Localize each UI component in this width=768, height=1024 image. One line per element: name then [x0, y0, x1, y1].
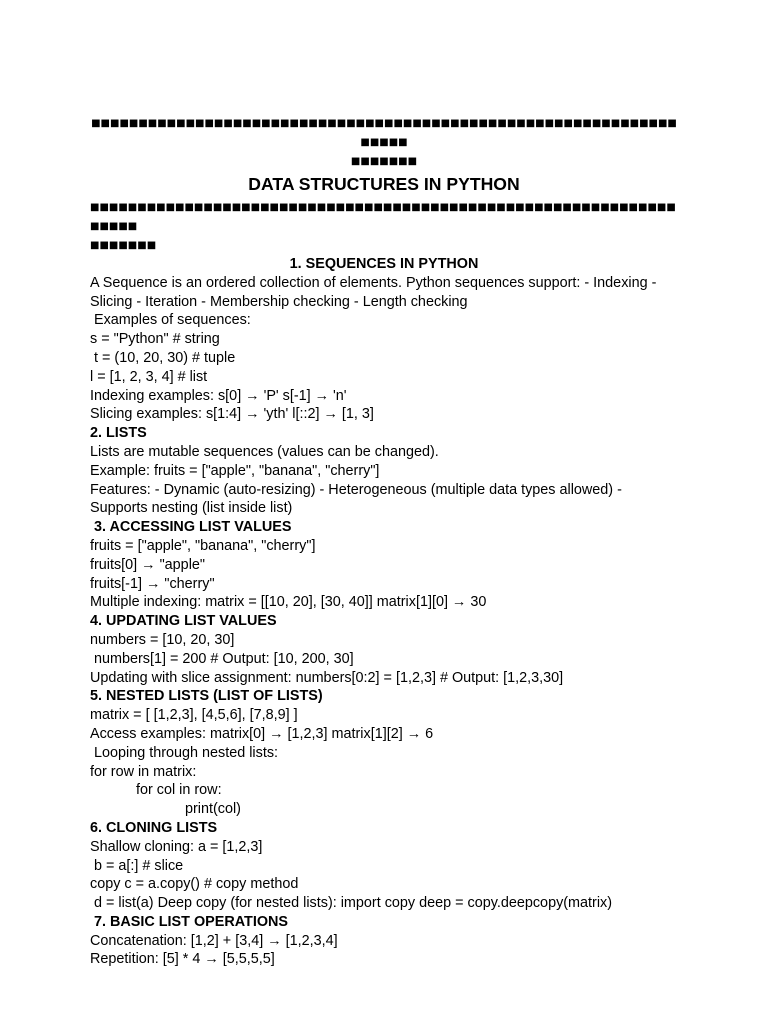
text-line: for row in matrix: — [90, 763, 197, 780]
text-line: Concatenation: [1,2] + [3,4] → [1,2,3,4] — [90, 932, 338, 949]
text-line: Access examples: matrix[0] → [1,2,3] matrix[1][2] → 6 — [90, 725, 434, 742]
text-line: fruits = ["apple", "banana", "cherry"] — [90, 537, 316, 554]
text-line: copy c = a.copy() # copy method — [90, 876, 299, 893]
section-heading: 7. BASIC LIST OPERATIONS — [90, 913, 289, 930]
text-line: Multiple indexing: matrix = [[10, 20], [30, 40]] matrix[1][0] → 30 — [90, 594, 487, 611]
text-line: for col in row: — [136, 782, 222, 799]
text-line: Indexing examples: s[0] → 'P' s[-1] → 'n' — [90, 387, 347, 404]
text-line: Supports nesting (list inside list) — [90, 500, 293, 517]
separator-line: ■■■■■■■ — [350, 156, 418, 167]
text-line: Example: fruits = ["apple", "banana", "cherry"] — [90, 462, 380, 479]
text-line: b = a[:] # slice — [90, 857, 184, 874]
text-line: s = "Python" # string — [90, 331, 220, 348]
separator-line: ■■■■■■■ — [90, 240, 157, 251]
section-heading: 3. ACCESSING LIST VALUES — [90, 519, 292, 536]
separator-line: ■■■■■■■■■■■■■■■■■■■■■■■■■■■■■■■■■■■■■■■■■■■■■■■■■■■■■■■■■■■■■■■■■■■ — [90, 202, 676, 232]
text-line: l = [1, 2, 3, 4] # list — [90, 368, 208, 385]
separator-line: ■■■■■■■■■■■■■■■■■■■■■■■■■■■■■■■■■■■■■■■■■■■■■■■■■■■■■■■■■■■■■■■■■■■ — [91, 118, 677, 148]
text-line: Updating with slice assignment: numbers[0:2] = [1,2,3] # Output: [1,2,3,30] — [90, 669, 564, 686]
document-body — [90, 255, 678, 969]
text-line: Looping through nested lists: — [90, 744, 279, 761]
text-line: fruits[0] → "apple" — [90, 556, 205, 573]
text-line: Features: - Dynamic (auto-resizing) - Heterogeneous (multiple data types allowed) - — [90, 481, 622, 498]
text-line: numbers = [10, 20, 30] — [90, 631, 235, 648]
text-line: d = list(a) Deep copy (for nested lists): import copy deep = copy.deepcopy(matrix) — [90, 895, 613, 912]
text-line: numbers[1] = 200 # Output: [10, 200, 30] — [90, 650, 354, 667]
text-line: Lists are mutable sequences (values can be changed). — [90, 443, 439, 460]
section-heading: 2. LISTS — [90, 425, 147, 442]
text-line: fruits[-1] → "cherry" — [90, 575, 215, 592]
text-line: Examples of sequences: — [90, 312, 251, 329]
text-line: Slicing examples: s[1:4] → 'yth' l[::2] → [1, 3] — [90, 406, 374, 423]
text-line: A Sequence is an ordered collection of elements. Python sequences support: - Indexing - — [90, 274, 657, 291]
section-heading: 6. CLONING LISTS — [90, 819, 218, 836]
text-line: matrix = [ [1,2,3], [4,5,6], [7,8,9] ] — [90, 707, 298, 724]
document-page — [90, 114, 678, 969]
page-title: DATA STRUCTURES IN PYTHON — [248, 174, 520, 194]
text-line: print(col) — [185, 801, 241, 818]
section-heading: 4. UPDATING LIST VALUES — [90, 613, 277, 630]
text-line: t = (10, 20, 30) # tuple — [90, 349, 236, 366]
separator-bottom — [90, 198, 678, 255]
separator-top — [90, 114, 678, 171]
text-line: Shallow cloning: a = [1,2,3] — [90, 838, 263, 855]
section-heading: 1. SEQUENCES IN PYTHON — [289, 256, 479, 272]
text-line: Repetition: [5] * 4 → [5,5,5,5] — [90, 951, 275, 968]
text-line: Slicing - Iteration - Membership checking - Length checking — [90, 293, 468, 310]
section-heading: 5. NESTED LISTS (LIST OF LISTS) — [90, 688, 323, 705]
